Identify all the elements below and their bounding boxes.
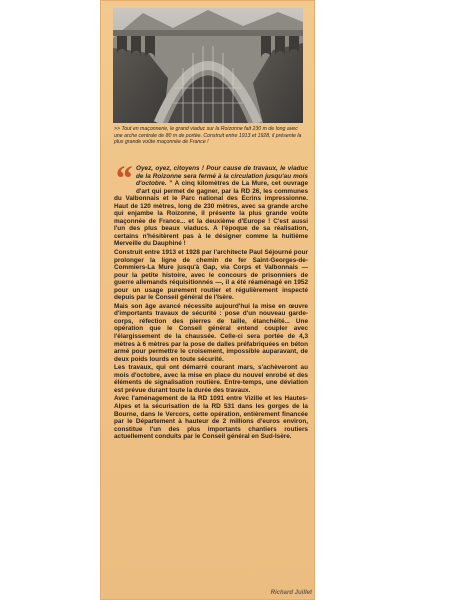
author-credit: Richard Juillet (270, 590, 312, 596)
article-paragraph-4: Les travaux, qui ont démarré courant mars, s'achèveront au mois d'octobre, avec la mise en place du nouvel enrobé et des éléments de signalisation routière. Entre-temps, une déviation est prévue durant toute la durée des travaux. (114, 364, 308, 394)
article-paragraph-1: ” A cinq kilomètres de La Mure, cet ouvrage d'art qui permet de gagner, par la RD 26, les communes du Valbonnais et le Parc national des Ecrins impressionne. Haut de 120 mètres, long de 230 mètres, avec sa grande arche qui enjambe la Roizonne, il présente la plus grande voûte maçonnée de France... et la deuxième d'Europe ! C'est aussi l'un des plus beaux viaducs. A l'époque de sa réalisation, certains n'hésitèrent pas à le désigner comme la huitième Merveille du Dauphiné ! (114, 180, 309, 248)
viaduct-photo (113, 8, 303, 123)
quote-mark: “ (114, 158, 132, 198)
article-lede: Oyez, oyez, citoyens ! Pour cause de travaux, le viaduc de la Roizonne sera fermé à la circulation jusqu'au mois d'octobre. (136, 165, 308, 188)
article-body (114, 158, 309, 585)
article-paragraph-5: Avec l'aménagement de la RD 1091 entre Vizille et les Hautes-Alpes et la sécurisation de la RD 531 dans les gorges de la Bourne, dans le Vercors, cette opération, entièrement financée par le Département à hauteur de 2 millions d'euros environ, constitue l'un des plus importants chantiers routiers actuellement conduits par le Conseil général en Sud-Isère. (114, 395, 308, 441)
viaduct-illustration (113, 8, 303, 123)
photo-caption: >> Tout en maçonnerie, le grand viaduc sur la Roizonne fait 230 m de long avec une arche centrale de 80 m de portée. Construit entre 1913 et 1928, il présente la plus grande voûte maçonnée de France ! (114, 126, 302, 146)
article-paragraph-2: Construit entre 1913 et 1928 par l'architecte Paul Séjourné pour prolonger la ligne de chemin de fer Saint-Georges-de-Commiers-La Mure jusqu'à Gap, via Corps et Valbonnais — pour la petite histoire, avec le concours de prisonniers de guerre allemands réquisitionnés —, il a été réaménagé en 1952 pour un usage purement routier et régulièrement inspecté depuis par le Conseil général de l'Isère. (114, 249, 308, 302)
article-paragraph-3: Mais son âge avancé nécessite aujourd'hui la mise en œuvre d'importants travaux de sécurité : pose d'un nouveau garde-corps, réfection des pierres de taille, étanchéité... Une opération que le Conseil général entend coupler avec l'élargissement de la chaussée. Celle-ci sera portée de 4,3 mètres à 6 mètres par la pose de dalles préfabriquées en béton armé pour permettre le croisement, impossible auparavant, de deux poids lourds en toute sécurité. (114, 302, 308, 363)
